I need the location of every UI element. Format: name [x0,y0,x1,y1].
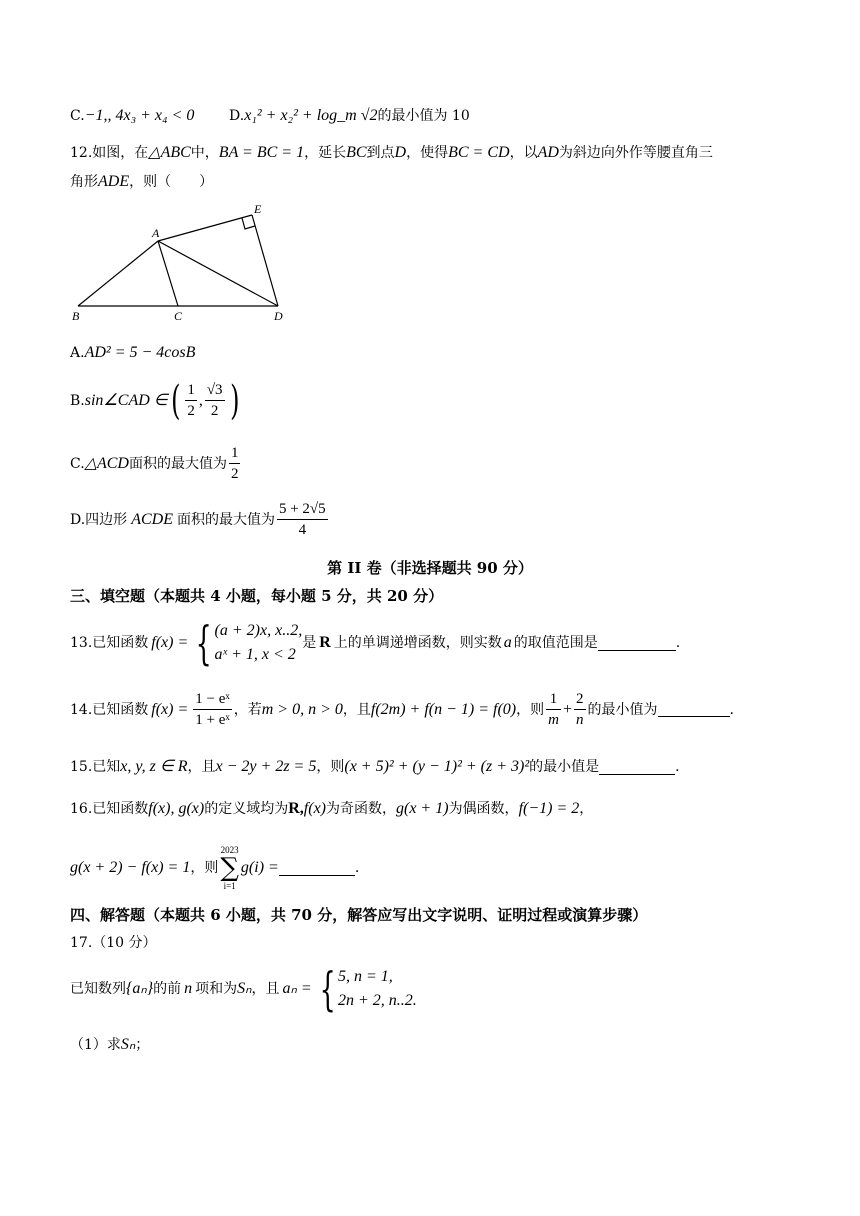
math: (x + 5)² + (y − 1)² + (z + 3)² [344,758,530,775]
numerator: 1 [229,443,241,464]
math: AD [537,144,559,161]
text: . [729,701,734,718]
text: 的定义域均为 [204,801,289,817]
q12-option-a [70,343,195,363]
math: BA = BC = 1 [218,144,305,161]
text: . [354,860,360,876]
math: f(x), g(x) [148,800,205,817]
text: 为偶函数， [448,801,519,817]
text: 为奇函数， [326,801,396,817]
segment-ab [78,241,158,306]
q12-stem-line2 [70,172,213,192]
fraction [277,499,328,540]
segment-ae [158,215,252,241]
text: ，使得 [406,145,449,161]
close-paren: ) [229,377,240,424]
fraction [205,380,225,421]
text: ，延长 [304,145,347,161]
math: f(−1) = 2 [518,800,580,817]
left-brace: { [319,962,336,1016]
math: a [503,634,512,651]
q14 [70,689,734,730]
text: ，则（ ） [129,174,214,190]
cases [215,619,303,667]
math: f(2m) + f(n − 1) = f(0) [370,700,517,718]
text: 的取值范围是 [513,635,598,651]
denominator: 1 + eˣ [195,712,230,728]
math: {aₙ} [126,980,154,997]
math: f(x) [303,800,326,817]
answer-blank[interactable] [598,636,676,651]
numerator: √3 [205,380,225,401]
label-b: B [72,309,80,323]
numerator: 5 + 2√5 [277,499,328,520]
text: 为斜边向外作等腰直角三 [558,145,713,161]
text: ，则 [190,860,219,876]
math: △ABC [148,144,191,161]
numerator: 1 [546,689,561,710]
option-label: D. [229,108,245,124]
math: BC [346,144,367,161]
math-expression: sin∠CAD ∈ [84,391,168,409]
text: 角形 [70,174,98,190]
section4-title: 四、解答题（本题共 6 小题，共 70 分，解答应写出文字说明、证明过程或演算步骤） [70,906,648,924]
case: (a + 2)x, x..2, [214,622,303,639]
numerator: 1 − eˣ [193,689,231,710]
q16-line1 [70,799,593,819]
option-text: 面积的最大值为 [176,511,275,528]
text: 已知数列 [70,981,126,997]
q11-option-d [229,106,470,126]
text: ，若 [233,701,262,718]
text: ，以 [509,145,538,161]
open-paren: ( [170,377,181,424]
math-expression: AD² = 5 − 4cosB [84,344,196,361]
numerator: 1 [185,380,197,401]
upper-limit: 2023 [220,845,239,855]
text: ，且 [251,981,280,997]
answer-blank[interactable] [599,760,675,775]
answer-blank[interactable] [279,861,355,876]
text: ， [579,801,594,817]
option-text: 面积的最大值为 [128,455,227,472]
option-text: 的最小值为 10 [377,108,470,124]
part2-title: 第 II 卷（非选择题共 90 分） [327,559,533,577]
denominator: 2 [230,466,239,482]
numerator: 2 [574,689,586,710]
q11-option-c [70,106,194,126]
text: 中， [190,145,219,161]
math: aₙ = [282,980,312,997]
left-brace: { [195,616,212,670]
text: ； [135,1037,150,1053]
answer-blank[interactable] [658,702,730,717]
math: Sₙ [237,980,252,997]
denominator: n [576,712,584,728]
triangle-figure [68,200,298,325]
summation [220,845,239,891]
section3-title: 三、填空题（本题共 4 小题，每小题 5 分，共 20 分） [70,587,444,605]
text: 到点 [366,145,395,161]
text: 上的单调递增函数，则实数 [333,635,502,651]
plus: + [562,700,572,718]
q17-part1 [70,1035,149,1055]
text: 16.已知函数 [70,801,149,817]
math: R [319,634,331,651]
q17-stem [70,962,417,1016]
label-d: D [274,309,283,323]
q17-header: 17.（10 分） [70,935,157,951]
math: R, [288,800,304,817]
text: 是 [302,635,317,651]
q12-option-c [70,443,242,484]
text: （1）求 [70,1037,121,1053]
q15 [70,757,680,777]
fraction [229,443,241,484]
denominator: m [548,712,559,728]
math: x − 2y + 2z = 5 [215,758,317,775]
fraction [546,689,561,730]
q12-option-d [70,499,330,540]
math: BC = CD [448,144,510,161]
math: x, y, z ∈ R [120,758,188,775]
q12-stem-line1 [70,143,713,163]
math: D [394,144,407,161]
segment-ed [252,215,278,306]
case: 2n + 2, n..2. [338,992,417,1009]
denominator: 2 [210,403,219,419]
text: 项和为 [195,981,238,997]
denominator: 4 [298,522,307,538]
option-label: D.四边形 [70,511,128,528]
lower-limit: i=1 [223,881,236,891]
math-expression: ACDE [131,510,173,528]
option-label: C. [70,108,85,124]
case: aˣ + 1, x < 2 [214,646,296,663]
piecewise [191,616,303,670]
math: g(x + 2) − f(x) = 1 [70,859,191,876]
q13 [70,616,681,670]
denominator: 2 [187,403,195,419]
text: 14.已知函数 [70,701,149,718]
text: ，且 [187,759,216,775]
label-c: C [174,309,183,323]
math: f(x) = [151,634,189,651]
math-expression: △ACD [84,454,129,472]
text: . [675,759,680,775]
label-a: A [152,226,160,240]
segment-ad [158,241,278,306]
piecewise [315,962,417,1016]
text: 12.如图，在 [70,145,149,161]
text: 15.已知 [70,759,121,775]
label-e: E [254,202,262,216]
fraction [193,689,231,730]
option-label: A. [70,345,85,361]
cases [338,965,417,1013]
text: ，则 [316,759,345,775]
text: 的最小值为 [587,701,658,718]
option-label: B. [70,392,85,409]
text: . [675,635,681,651]
text: 的前 [153,981,182,997]
option-label: C. [70,455,85,472]
math: m > 0, n > 0 [261,700,343,718]
math-expression: x₁² + x₂² + log_m √2 [244,107,378,124]
sigma-icon: ∑ [220,853,239,883]
comma: , [198,391,203,409]
text: ，且 [342,701,371,718]
math: g(x + 1) [396,800,449,817]
math-expression: −1,, 4x₃ + x₄ < 0 [84,107,195,124]
text: 的最小值是 [529,759,600,775]
math: n [184,980,193,997]
math: g(i) = [240,859,279,876]
math: f(x) = [151,700,189,718]
q16-line2 [70,845,359,891]
case: 5, n = 1, [338,968,393,985]
math: Sₙ [120,1036,136,1053]
q12-option-b [70,377,242,424]
fraction [185,380,197,421]
text: ，则 [516,701,545,718]
math: ADE [98,173,130,190]
text: 13.已知函数 [70,635,149,651]
fraction [574,689,586,730]
